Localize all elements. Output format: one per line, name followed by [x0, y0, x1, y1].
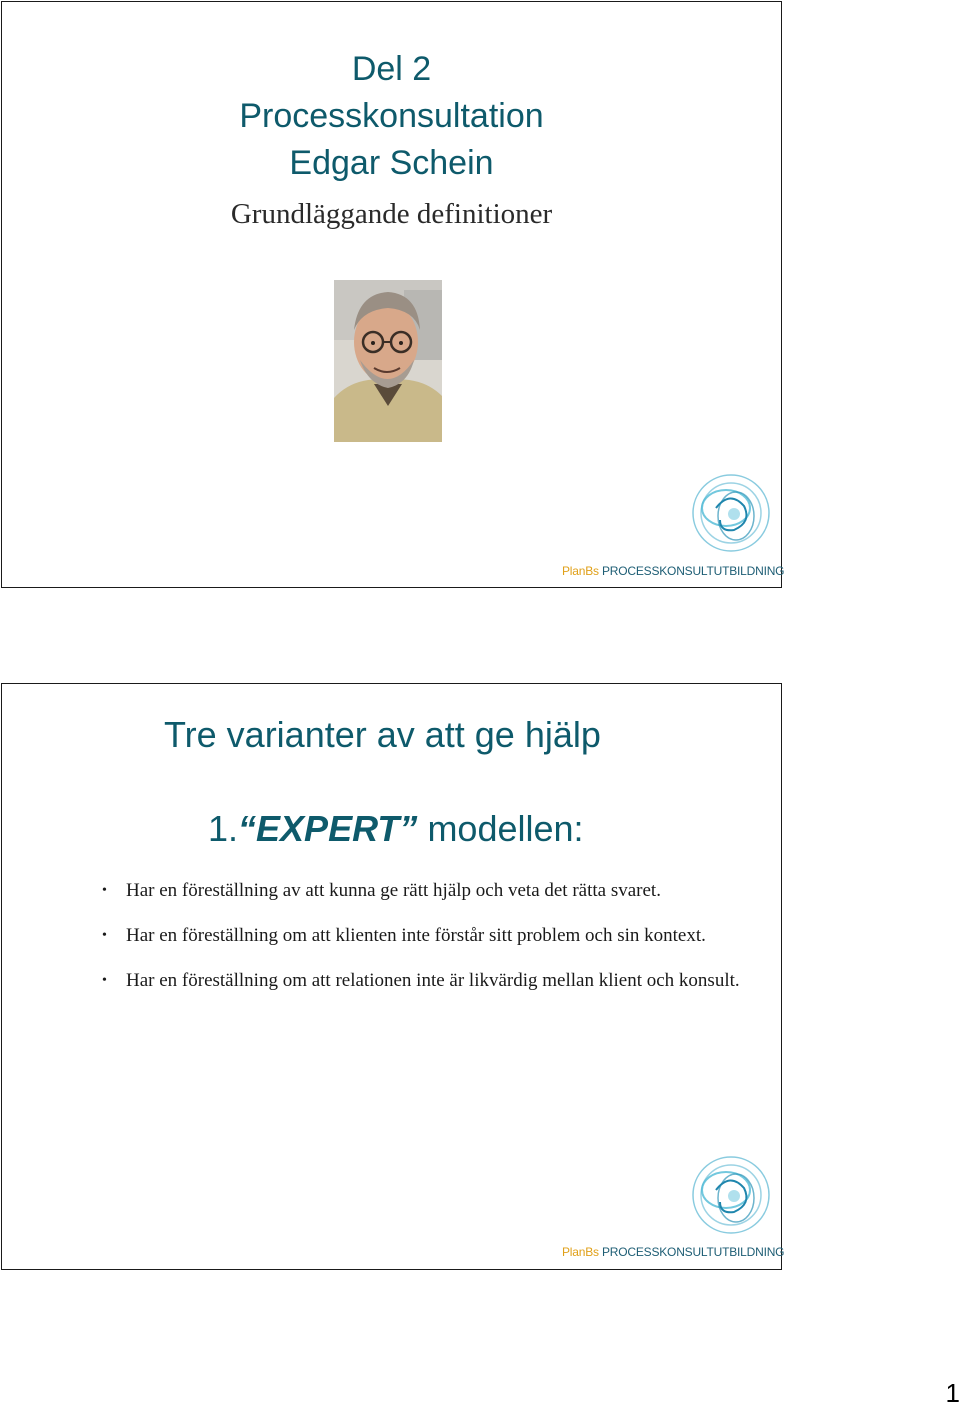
list-item	[102, 925, 742, 946]
bullet-icon: •	[102, 928, 107, 943]
swirl-logo-icon	[686, 468, 776, 558]
brand-part-1: PlanBs	[562, 1245, 599, 1259]
portrait-photo	[334, 280, 442, 442]
swirl-logo-icon	[686, 1150, 776, 1240]
page-number: 1	[945, 1378, 960, 1408]
model-heading	[208, 808, 584, 850]
heading-number: 1.	[208, 808, 239, 849]
slide-title: Tre varianter av att ge hjälp	[164, 714, 601, 755]
bullet-icon: •	[102, 883, 107, 898]
slide-title-line-1: Del 2	[351, 50, 432, 88]
bullet-text: Har en föreställning av att kunna ge rätt hjälp och veta det rätta svaret.	[126, 880, 661, 901]
bullet-list	[102, 880, 742, 1009]
slide-2	[1, 683, 785, 1270]
slide-title-line-2: Processkonsultation	[239, 97, 544, 135]
slide-title-line-3: Edgar Schein	[289, 144, 494, 182]
list-item	[102, 880, 742, 901]
heading-emphasis: “EXPERT”	[238, 808, 418, 849]
brand-part-1: PlanBs	[562, 564, 599, 578]
slide-1	[1, 1, 785, 588]
brand-part-2: PROCESSKONSULTUTBILDNING	[601, 564, 785, 578]
bullet-text: Har en föreställning om att relationen inte är likvärdig mellan klient och konsult.	[126, 970, 740, 991]
slide-subtitle: Grundläggande definitioner	[230, 198, 553, 230]
heading-rest: modellen:	[427, 808, 584, 849]
brand-text	[562, 564, 784, 578]
bullet-icon: •	[102, 973, 107, 988]
bullet-text: Har en föreställning om att klienten inte förstår sitt problem och sin kontext.	[126, 925, 706, 946]
list-item	[102, 970, 742, 991]
brand-part-2: PROCESSKONSULTUTBILDNING	[601, 1245, 785, 1259]
brand-text	[562, 1245, 784, 1259]
